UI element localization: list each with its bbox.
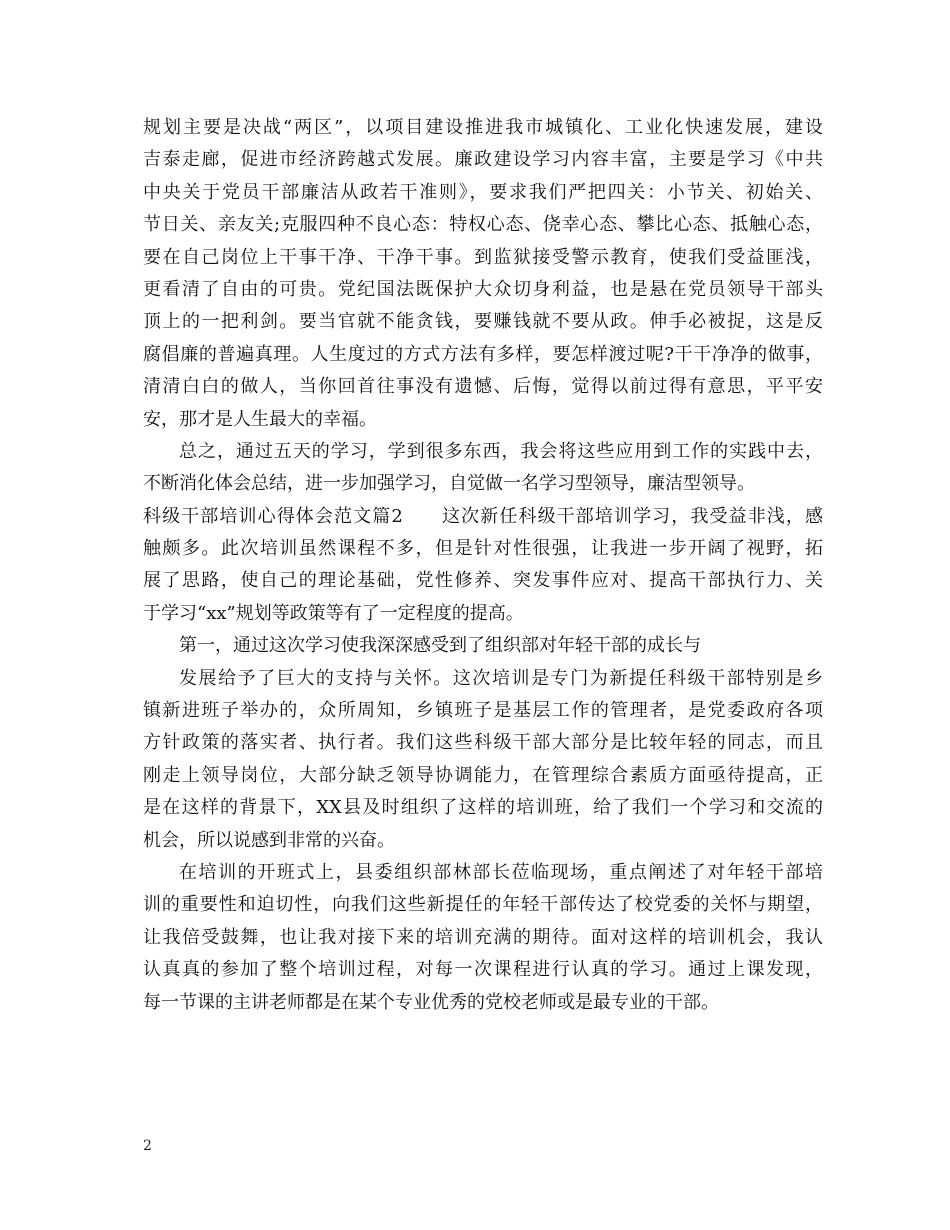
- text-line: 镇新进班子举办的，众所周知，乡镇班子是基层工作的管理者，是党委政府各项: [143, 700, 823, 722]
- text-line: 训的重要性和迫切性，向我们这些新提任的年轻干部传达了校党委的关怀与期望，: [143, 894, 823, 916]
- text-line: 清清白白的做人，当你回首往事没有遗憾、后悔，觉得以前过得有意思，平平安: [143, 376, 823, 398]
- text-line: 要在自己岗位上干事干净、干净干事。到监狱接受警示教育，使我们受益匪浅，: [143, 246, 823, 268]
- text-line: 科级干部培训心得体会范文篇2 这次新任科级干部培训学习，我受益非浅，感: [143, 505, 823, 527]
- text-line: 展了思路，使自己的理论基础，党性修养、突发事件应对、提高干部执行力、关: [143, 570, 823, 592]
- text-line: 腐倡廉的普遍真理。人生度过的方式方法有多样，要怎样渡过呢?干干净净的做事，: [143, 343, 823, 365]
- text-line: 中央关于党员干部廉洁从政若干准则》，要求我们严把四关：小节关、初始关、: [143, 181, 823, 203]
- page-number: 2: [143, 1138, 152, 1154]
- text-line: 于学习“xx”规划等政策等有了一定程度的提高。: [143, 602, 524, 624]
- text-line: 总之，通过五天的学习，学到很多东西，我会将这些应用到工作的实践中去，: [179, 440, 823, 462]
- text-line: 方针政策的落实者、执行者。我们这些科级干部大部分是比较年轻的同志，而且: [143, 732, 823, 754]
- text-line: 节日关、亲友关;克服四种不良心态：特权心态、侥幸心态、攀比心态、抵触心态，: [143, 214, 823, 236]
- text-line: 更看清了自由的可贵。党纪国法既保护大众切身利益，也是悬在党员领导干部头: [143, 278, 823, 300]
- text-line: 机会，所以说感到非常的兴奋。: [143, 829, 395, 851]
- text-line: 第一，通过这次学习使我深深感受到了组织部对年轻干部的成长与: [179, 635, 701, 657]
- text-line: 吉泰走廊，促进市经济跨越式发展。廉政建设学习内容丰富，主要是学习《中共: [143, 149, 823, 171]
- text-line: 认真真的参加了整个培训过程，对每一次课程进行认真的学习。通过上课发现，: [143, 959, 823, 981]
- text-line: 规划主要是决战“两区”，以项目建设推进我市城镇化、工业化快速发展，建设: [143, 117, 823, 138]
- text-line: 刚走上领导岗位，大部分缺乏领导协调能力，在管理综合素质方面亟待提高，正: [143, 764, 823, 786]
- text-line: 触颇多。此次培训虽然课程不多，但是针对性很强，让我进一步开阔了视野，拓: [143, 538, 823, 560]
- text-line: 不断消化体会总结，进一步加强学习，自觉做一名学习型领导，廉洁型领导。: [143, 473, 755, 495]
- text-line: 每一节课的主讲老师都是在某个专业优秀的党校老师或是最专业的干部。: [143, 991, 719, 1013]
- text-line: 发展给予了巨大的支持与关怀。这次培训是专门为新提任科级干部特别是乡: [179, 667, 823, 689]
- document-body: [143, 112, 823, 1019]
- text-line: 在培训的开班式上，县委组织部林部长莅临现场，重点阐述了对年轻干部培: [179, 861, 823, 883]
- text-line: 是在这样的背景下，XX县及时组织了这样的培训班，给了我们一个学习和交流的: [143, 797, 823, 819]
- text-line: 安，那才是人生最大的幸福。: [143, 408, 377, 430]
- text-line: 让我倍受鼓舞，也让我对接下来的培训充满的期待。面对这样的培训机会，我认: [143, 926, 823, 948]
- text-line: 顶上的一把利剑。要当官就不能贪钱，要赚钱就不要从政。伸手必被捉，这是反: [143, 311, 823, 333]
